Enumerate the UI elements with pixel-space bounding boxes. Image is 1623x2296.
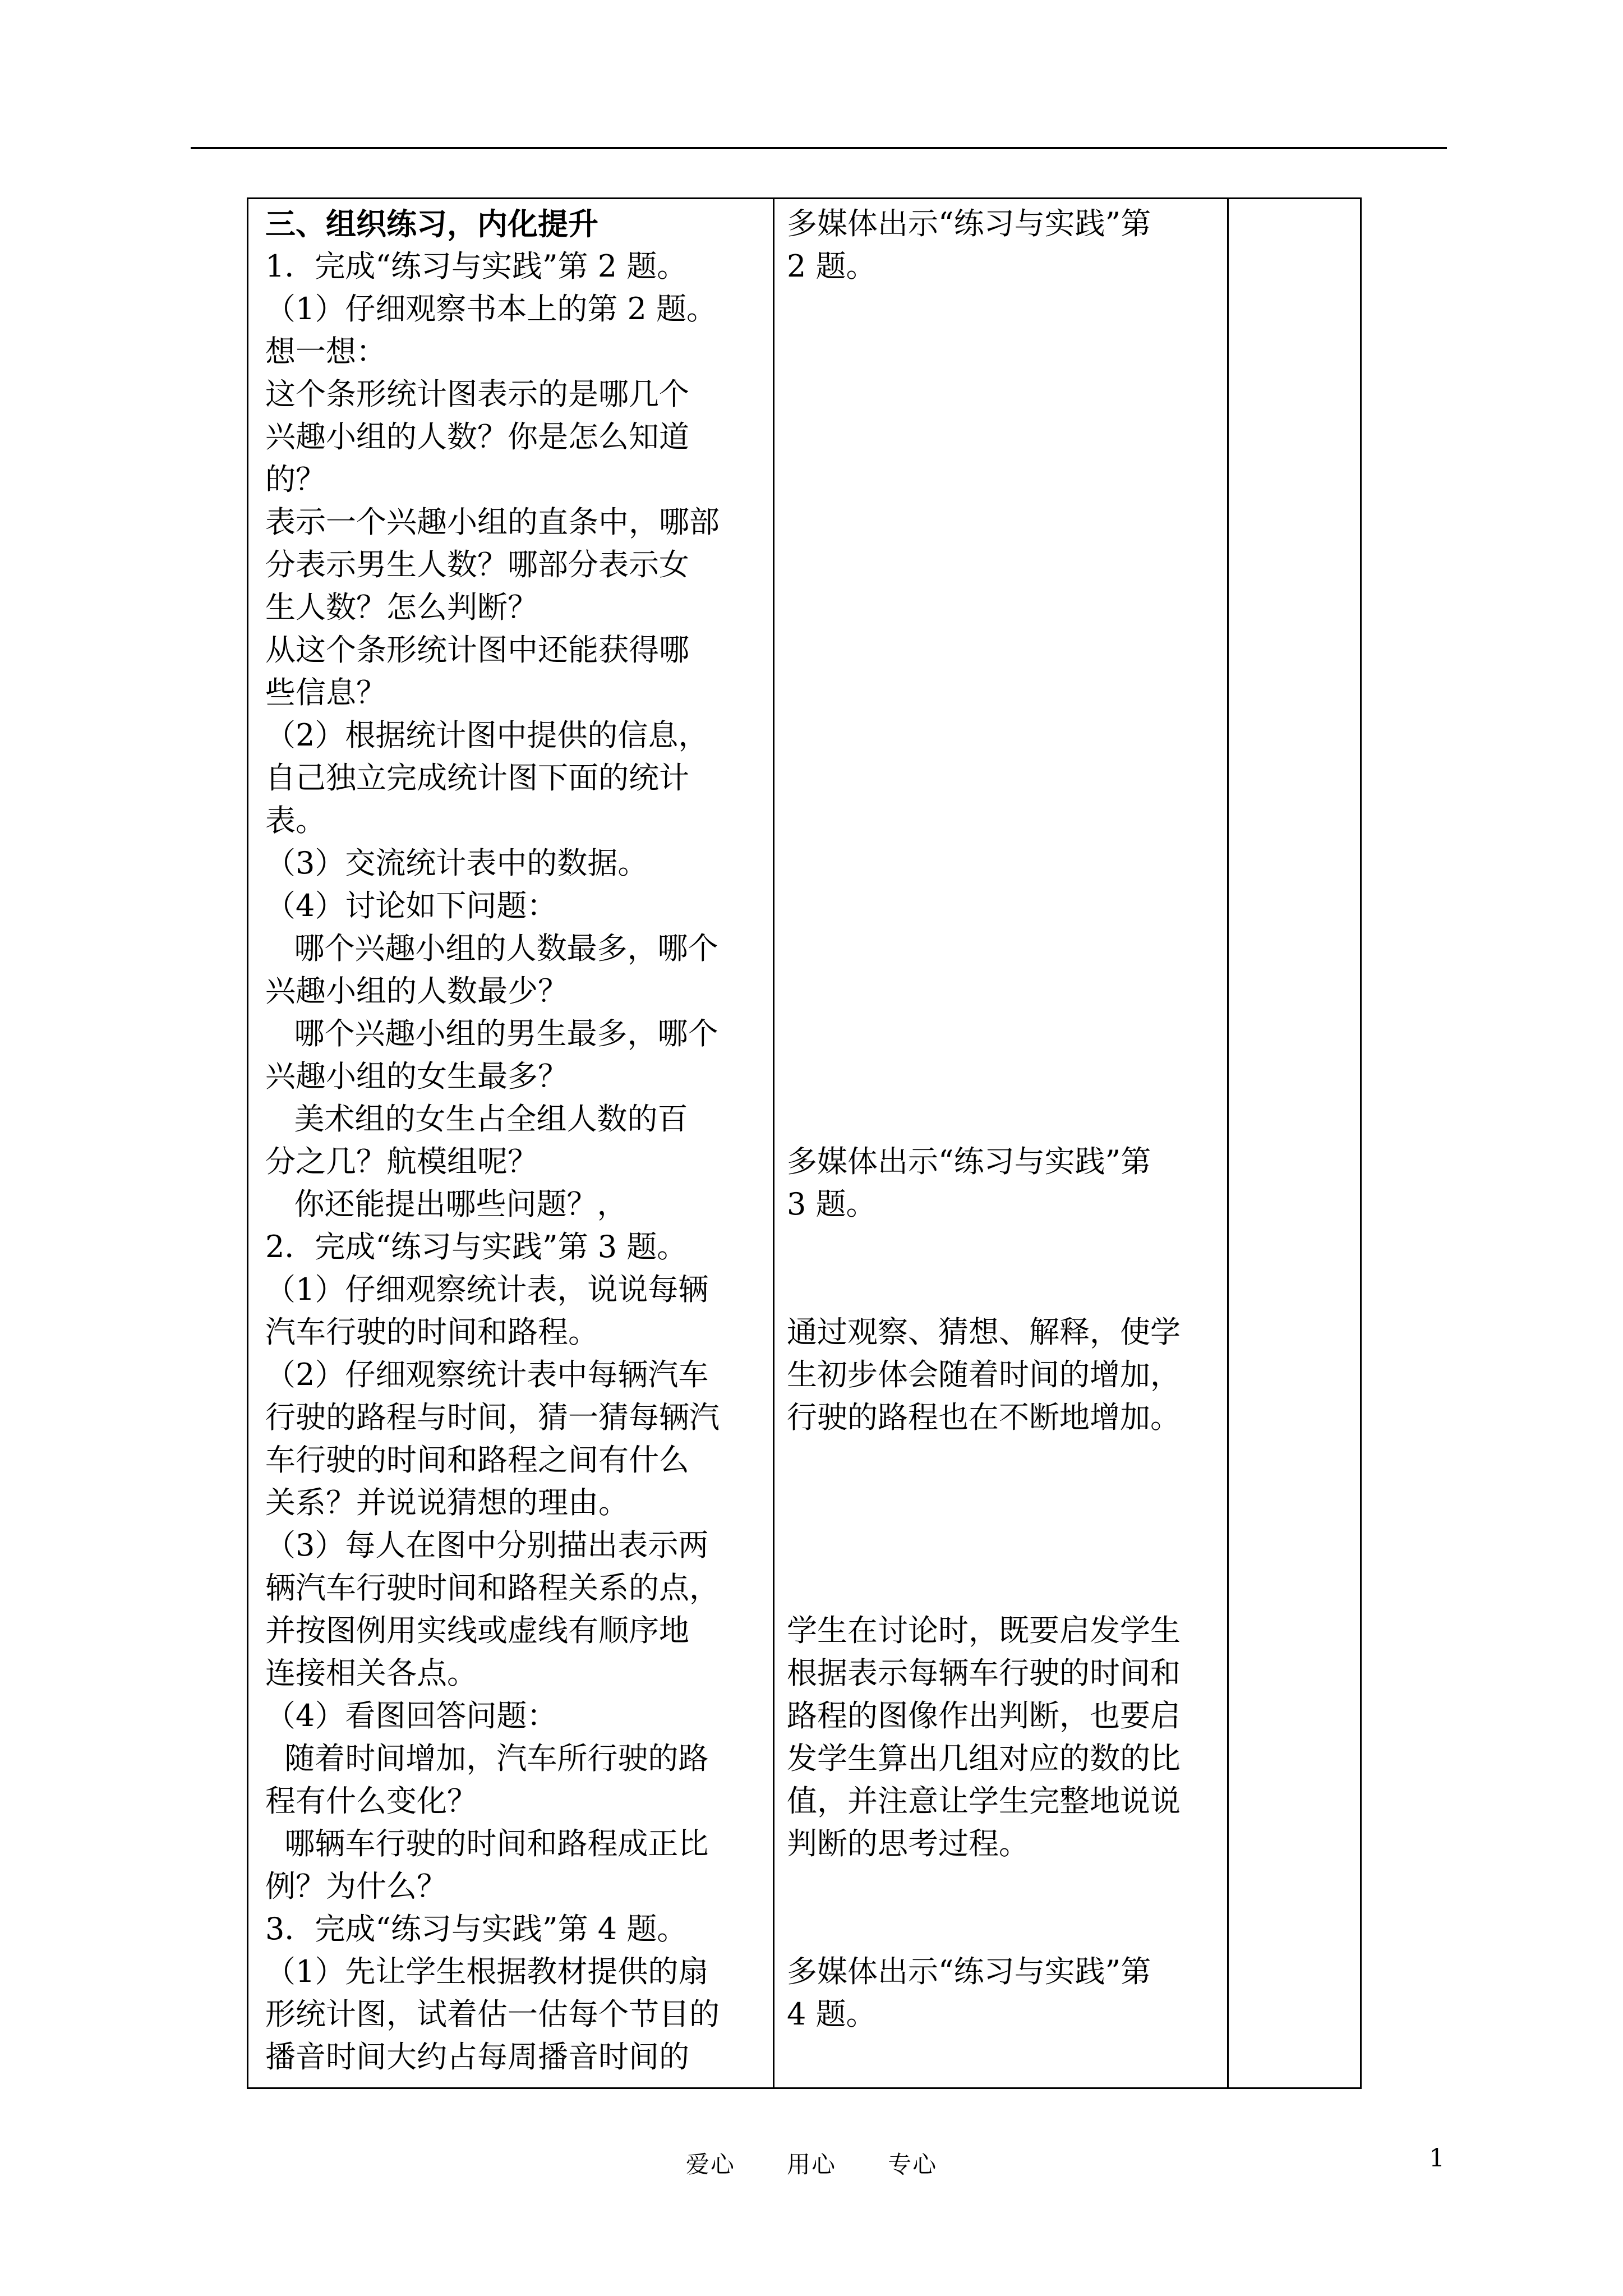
text-line: （4）看图回答问题： (265, 1698, 557, 1733)
note-line: 多媒体出示“练习与实践”第 (787, 1144, 1151, 1179)
text-line: 兴趣小组的人数？你是怎么知道 (265, 419, 689, 454)
text-line: 辆汽车行驶时间和路程关系的点， (265, 1570, 720, 1605)
text-line: 表。 (265, 803, 326, 838)
note-line: 生初步体会随着时间的增加， (787, 1357, 1181, 1392)
text-line: 1．完成“练习与实践”第 2 题。 (265, 249, 688, 284)
note-line: 4 题。 (787, 1996, 877, 2032)
footer-motto: 爱心 用心 专心 (685, 2151, 938, 2178)
text-line: 例？为什么？ (265, 1869, 447, 1904)
text-line: （4）讨论如下问题： (265, 888, 557, 923)
text-line: 车行驶的时间和路程之间有什么 (265, 1442, 689, 1478)
text-line: 从这个条形统计图中还能获得哪 (265, 632, 689, 668)
text-line: （1）仔细观察书本上的第 2 题。 (265, 291, 717, 326)
text-line: 播音时间大约占每周播音时间的 (265, 2039, 689, 2074)
text-line: 3．完成“练习与实践”第 4 题。 (265, 1911, 688, 1947)
text-line: 2．完成“练习与实践”第 3 题。 (265, 1229, 688, 1264)
empty-column (1229, 199, 1360, 2087)
note-line: 多媒体出示“练习与实践”第 (787, 206, 1151, 241)
notes-column (774, 199, 1229, 2087)
text-line: 哪辆车行驶的时间和路程成正比 (265, 1826, 709, 1861)
note-line: 多媒体出示“练习与实践”第 (787, 1954, 1151, 1989)
note-line: 根据表示每辆车行驶的时间和 (787, 1655, 1181, 1691)
text-line: 并按图例用实线或虚线有顺序地 (265, 1613, 689, 1648)
note-line: 值，并注意让学生完整地说说 (787, 1783, 1181, 1819)
note-line: 学生在讨论时，既要启发学生 (787, 1613, 1181, 1648)
text-line: 想一想： (265, 334, 386, 369)
text-line: 兴趣小组的女生最多？ (265, 1059, 568, 1094)
text-line: 表示一个兴趣小组的直条中，哪部 (265, 504, 720, 540)
note-line: 2 题。 (787, 249, 877, 284)
text-line: 分表示男生人数？哪部分表示女 (265, 547, 689, 582)
text-line: （1）仔细观察统计表，说说每辆 (265, 1272, 709, 1307)
text-line: 自己独立完成统计图下面的统计 (265, 760, 689, 795)
text-line: 形统计图，试着估一估每个节目的 (265, 1996, 720, 2032)
note-line: 通过观察、猜想、解释，使学 (787, 1314, 1181, 1350)
text-line: （3）交流统计表中的数据。 (265, 845, 648, 881)
text-line: 随着时间增加，汽车所行驶的路 (265, 1741, 709, 1776)
text-line: 程有什么变化？ (265, 1783, 477, 1819)
text-line: 哪个兴趣小组的人数最多，哪个 (265, 931, 718, 966)
text-line: 这个条形统计图表示的是哪几个 (265, 376, 689, 412)
activity-column (248, 199, 774, 2087)
text-line: （1）先让学生根据教材提供的扇 (265, 1954, 709, 1989)
note-line: 路程的图像作出判断，也要启 (787, 1698, 1181, 1733)
note-line: 发学生算出几组对应的数的比 (787, 1741, 1181, 1776)
text-line: （3）每人在图中分别描出表示两 (265, 1527, 709, 1563)
text-line: 哪个兴趣小组的男生最多，哪个 (265, 1016, 718, 1051)
text-line: 行驶的路程与时间，猜一猜每辆汽 (265, 1400, 720, 1435)
text-line: 美术组的女生占全组人数的百 (265, 1101, 688, 1137)
section-heading: 三、组织练习，内化提升 (265, 206, 598, 242)
text-line: 兴趣小组的人数最少？ (265, 973, 568, 1009)
text-line: 些信息？ (265, 675, 386, 710)
lesson-plan-table (247, 197, 1362, 2089)
text-line: 生人数？怎么判断？ (265, 590, 538, 625)
text-line: 的？ (265, 462, 326, 497)
page-number: 1 (1429, 2144, 1445, 2173)
header-rule (191, 147, 1447, 149)
text-line: 连接相关各点。 (265, 1655, 477, 1691)
text-line: （2）根据统计图中提供的信息， (265, 717, 709, 753)
text-line: 你还能提出哪些问题？， (265, 1186, 628, 1222)
text-line: 分之几？航模组呢？ (265, 1144, 538, 1179)
note-line: 判断的思考过程。 (787, 1826, 1029, 1861)
text-line: 汽车行驶的时间和路程。 (265, 1314, 598, 1350)
text-line: 关系？并说说猜想的理由。 (265, 1485, 629, 1520)
note-line: 行驶的路程也在不断地增加。 (787, 1400, 1181, 1435)
note-line: 3 题。 (787, 1186, 877, 1222)
text-line: （2）仔细观察统计表中每辆汽车 (265, 1357, 709, 1392)
